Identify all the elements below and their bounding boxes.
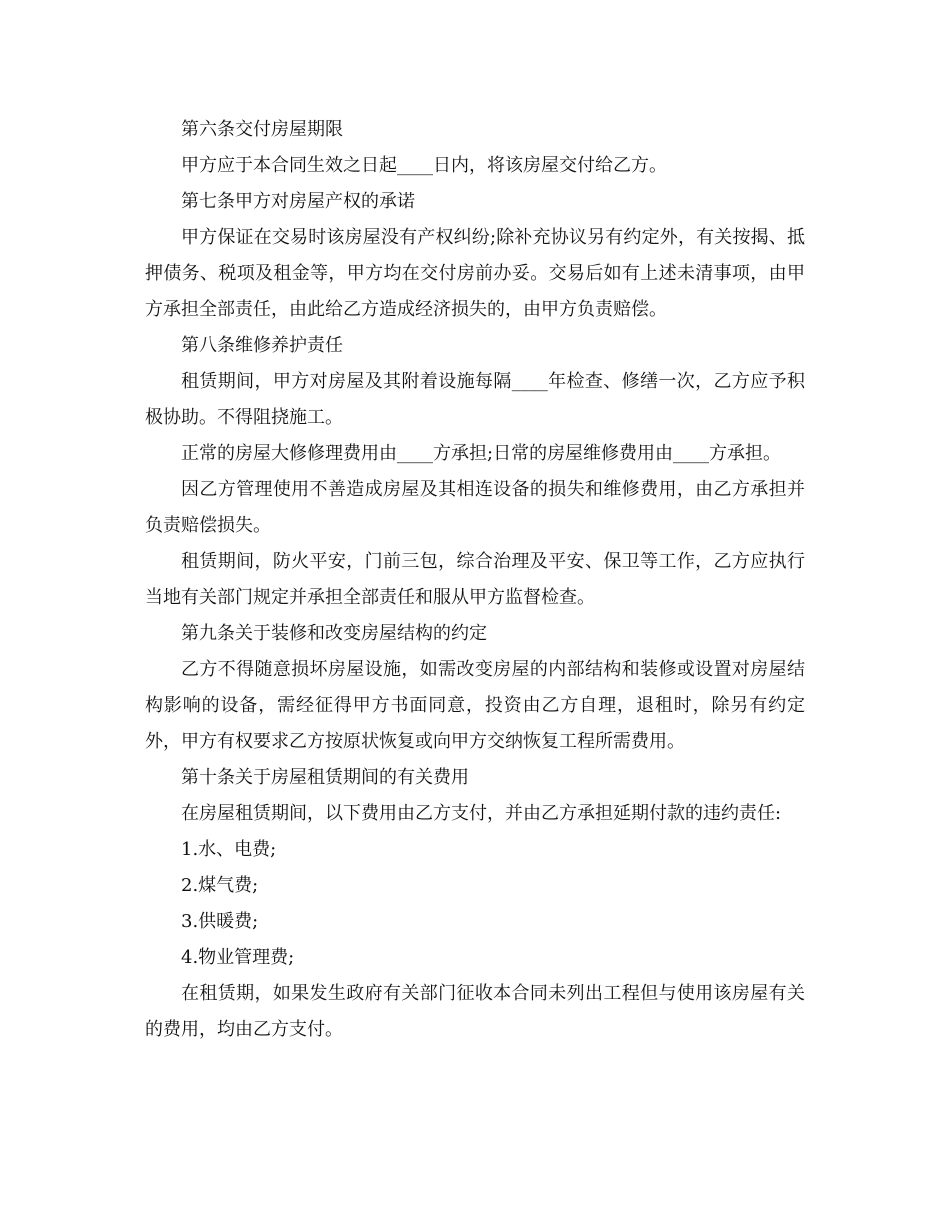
fee-list-item: 4.物业管理费;: [181, 947, 295, 968]
article-9-heading: 第九条关于装修和改变房屋结构的约定: [181, 623, 487, 644]
article-10-intro: 在房屋租赁期间，以下费用由乙方支付，并由乙方承担延期付款的违约责任:: [181, 803, 782, 824]
article-10-heading: 第十条关于房屋租赁期间的有关费用: [181, 767, 469, 788]
fee-list-item: 1.水、电费;: [181, 839, 277, 860]
article-6-body: 甲方应于本合同生效之日起____日内，将该房屋交付给乙方。: [181, 155, 667, 176]
article-8-paragraph-1: 租赁期间，甲方对房屋及其附着设施每隔____年检查、修缮一次，乙方应予积极协助。不得阻挠施工。: [145, 371, 805, 428]
article-6-heading: 第六条交付房屋期限: [181, 119, 343, 140]
article-8-paragraph-4: 租赁期间，防火平安，门前三包，综合治理及平安、保卫等工作，乙方应执行当地有关部门规定并承担全部责任和服从甲方监督检查。: [145, 551, 805, 608]
article-7-heading: 第七条甲方对房屋产权的承诺: [181, 191, 415, 212]
article-10-closing: 在租赁期，如果发生政府有关部门征收本合同未列出工程但与使用该房屋有关的费用，均由乙方支付。: [145, 983, 805, 1040]
article-7-body: 甲方保证在交易时该房屋没有产权纠纷;除补充协议另有约定外，有关按揭、抵押债务、税项及租金等，甲方均在交付房前办妥。交易后如有上述未清事项，由甲方承担全部责任，由此给乙方造成经济损失的，由甲方负责赔偿。: [145, 227, 805, 320]
article-8-heading: 第八条维修养护责任: [181, 335, 343, 356]
document-body: [145, 112, 805, 1048]
article-9-body: 乙方不得随意损坏房屋设施，如需改变房屋的内部结构和装修或设置对房屋结构影响的设备，需经征得甲方书面同意，投资由乙方自理，退租时，除另有约定外，甲方有权要求乙方按原状恢复或向甲方交纳恢复工程所需费用。: [145, 659, 805, 752]
article-8-paragraph-2: 正常的房屋大修修理费用由____方承担;日常的房屋维修费用由____方承担。: [181, 443, 782, 464]
fee-list-item: 2.煤气费;: [181, 875, 259, 896]
fee-list-item: 3.供暖费;: [181, 911, 259, 932]
article-8-paragraph-3: 因乙方管理使用不善造成房屋及其相连设备的损失和维修费用，由乙方承担并负责赔偿损失。: [145, 479, 805, 536]
